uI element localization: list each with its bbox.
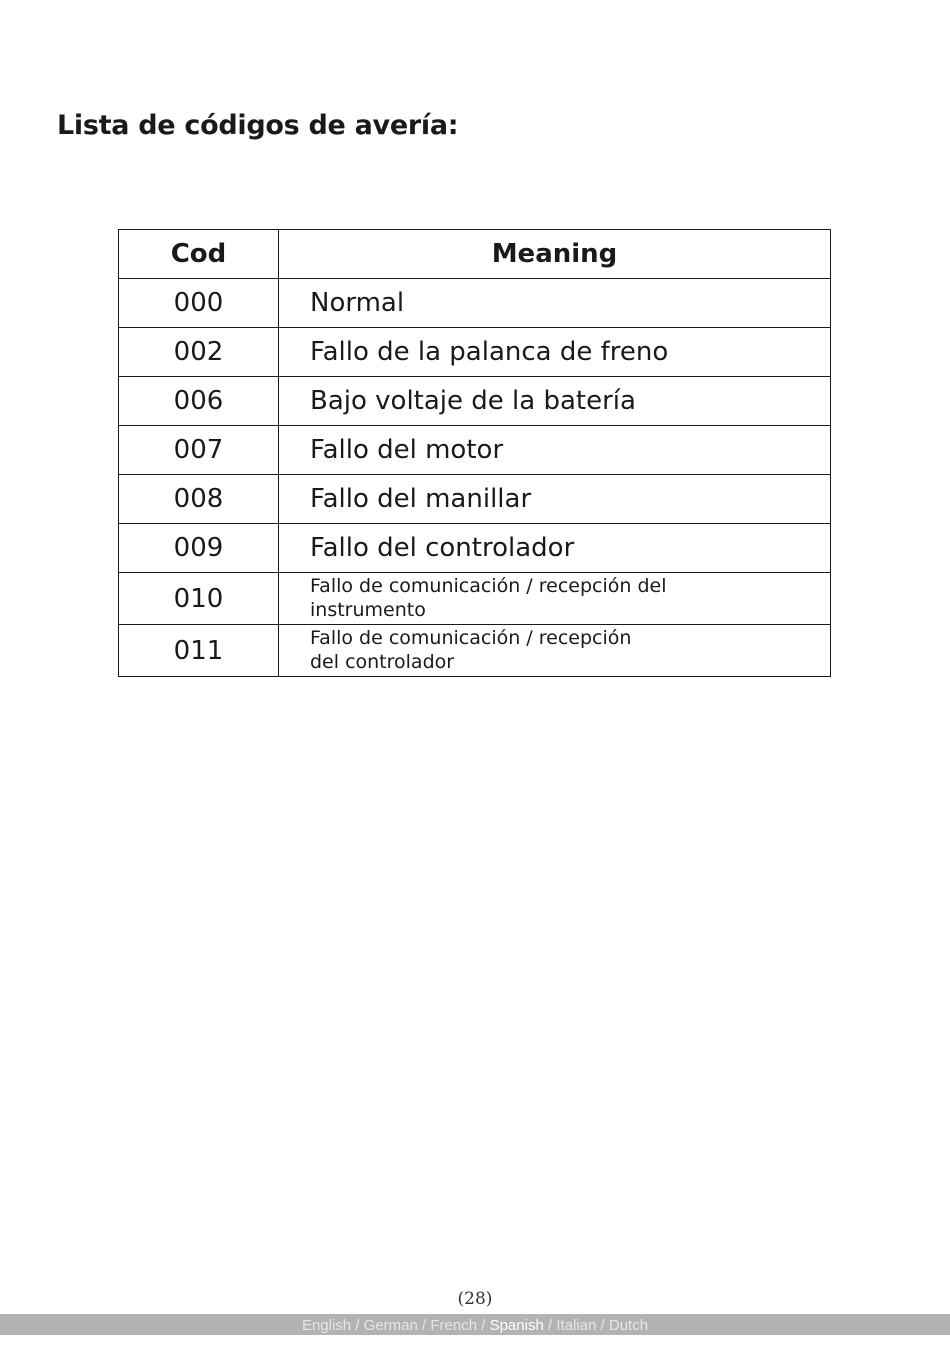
language-dutch: Dutch — [608, 1317, 649, 1334]
fault-meaning-cell: Fallo del manillar — [279, 475, 831, 524]
table-row — [119, 475, 831, 524]
language-english: English — [301, 1317, 352, 1334]
language-separator: / — [351, 1317, 364, 1334]
fault-meaning-cell: Fallo de la palanca de freno — [279, 328, 831, 377]
fault-meaning-cell: Bajo voltaje de la batería — [279, 377, 831, 426]
language-italian: Italian — [556, 1317, 597, 1334]
language-separator: / — [477, 1317, 490, 1334]
table-row — [119, 573, 831, 625]
fault-meaning-text: Fallo de comunicación / recepción del instrumento — [310, 575, 667, 621]
language-spanish-active: Spanish — [489, 1317, 544, 1334]
fault-code-table — [118, 229, 831, 677]
fault-code-cell: 006 — [119, 377, 279, 426]
table-header-row — [119, 230, 831, 279]
language-separator: / — [543, 1317, 557, 1334]
language-separator: / — [596, 1317, 609, 1334]
page-title: Lista de códigos de avería: — [57, 110, 459, 141]
language-separator: / — [417, 1317, 431, 1334]
fault-code-cell: 010 — [119, 573, 279, 625]
page-number: (28) — [457, 1289, 493, 1309]
fault-meaning-text: Fallo de comunicación / recepción del controlador — [310, 627, 632, 673]
language-bar — [0, 1314, 950, 1335]
column-header-meaning: Meaning — [279, 230, 831, 279]
fault-code-cell: 011 — [119, 625, 279, 677]
fault-meaning-cell: Fallo del controlador — [279, 524, 831, 573]
fault-code-cell: 000 — [119, 279, 279, 328]
fault-code-cell: 007 — [119, 426, 279, 475]
language-german: German — [363, 1317, 418, 1334]
table-row — [119, 279, 831, 328]
table-row — [119, 625, 831, 677]
table-row — [119, 524, 831, 573]
fault-meaning-cell: Fallo del motor — [279, 426, 831, 475]
column-header-code: Cod — [119, 230, 279, 279]
table-row — [119, 426, 831, 475]
language-french: French — [430, 1317, 478, 1334]
fault-meaning-cell — [279, 625, 831, 677]
fault-code-cell: 002 — [119, 328, 279, 377]
table-row — [119, 377, 831, 426]
fault-code-cell: 008 — [119, 475, 279, 524]
table-row — [119, 328, 831, 377]
fault-meaning-cell: Normal — [279, 279, 831, 328]
fault-code-cell: 009 — [119, 524, 279, 573]
fault-meaning-cell — [279, 573, 831, 625]
